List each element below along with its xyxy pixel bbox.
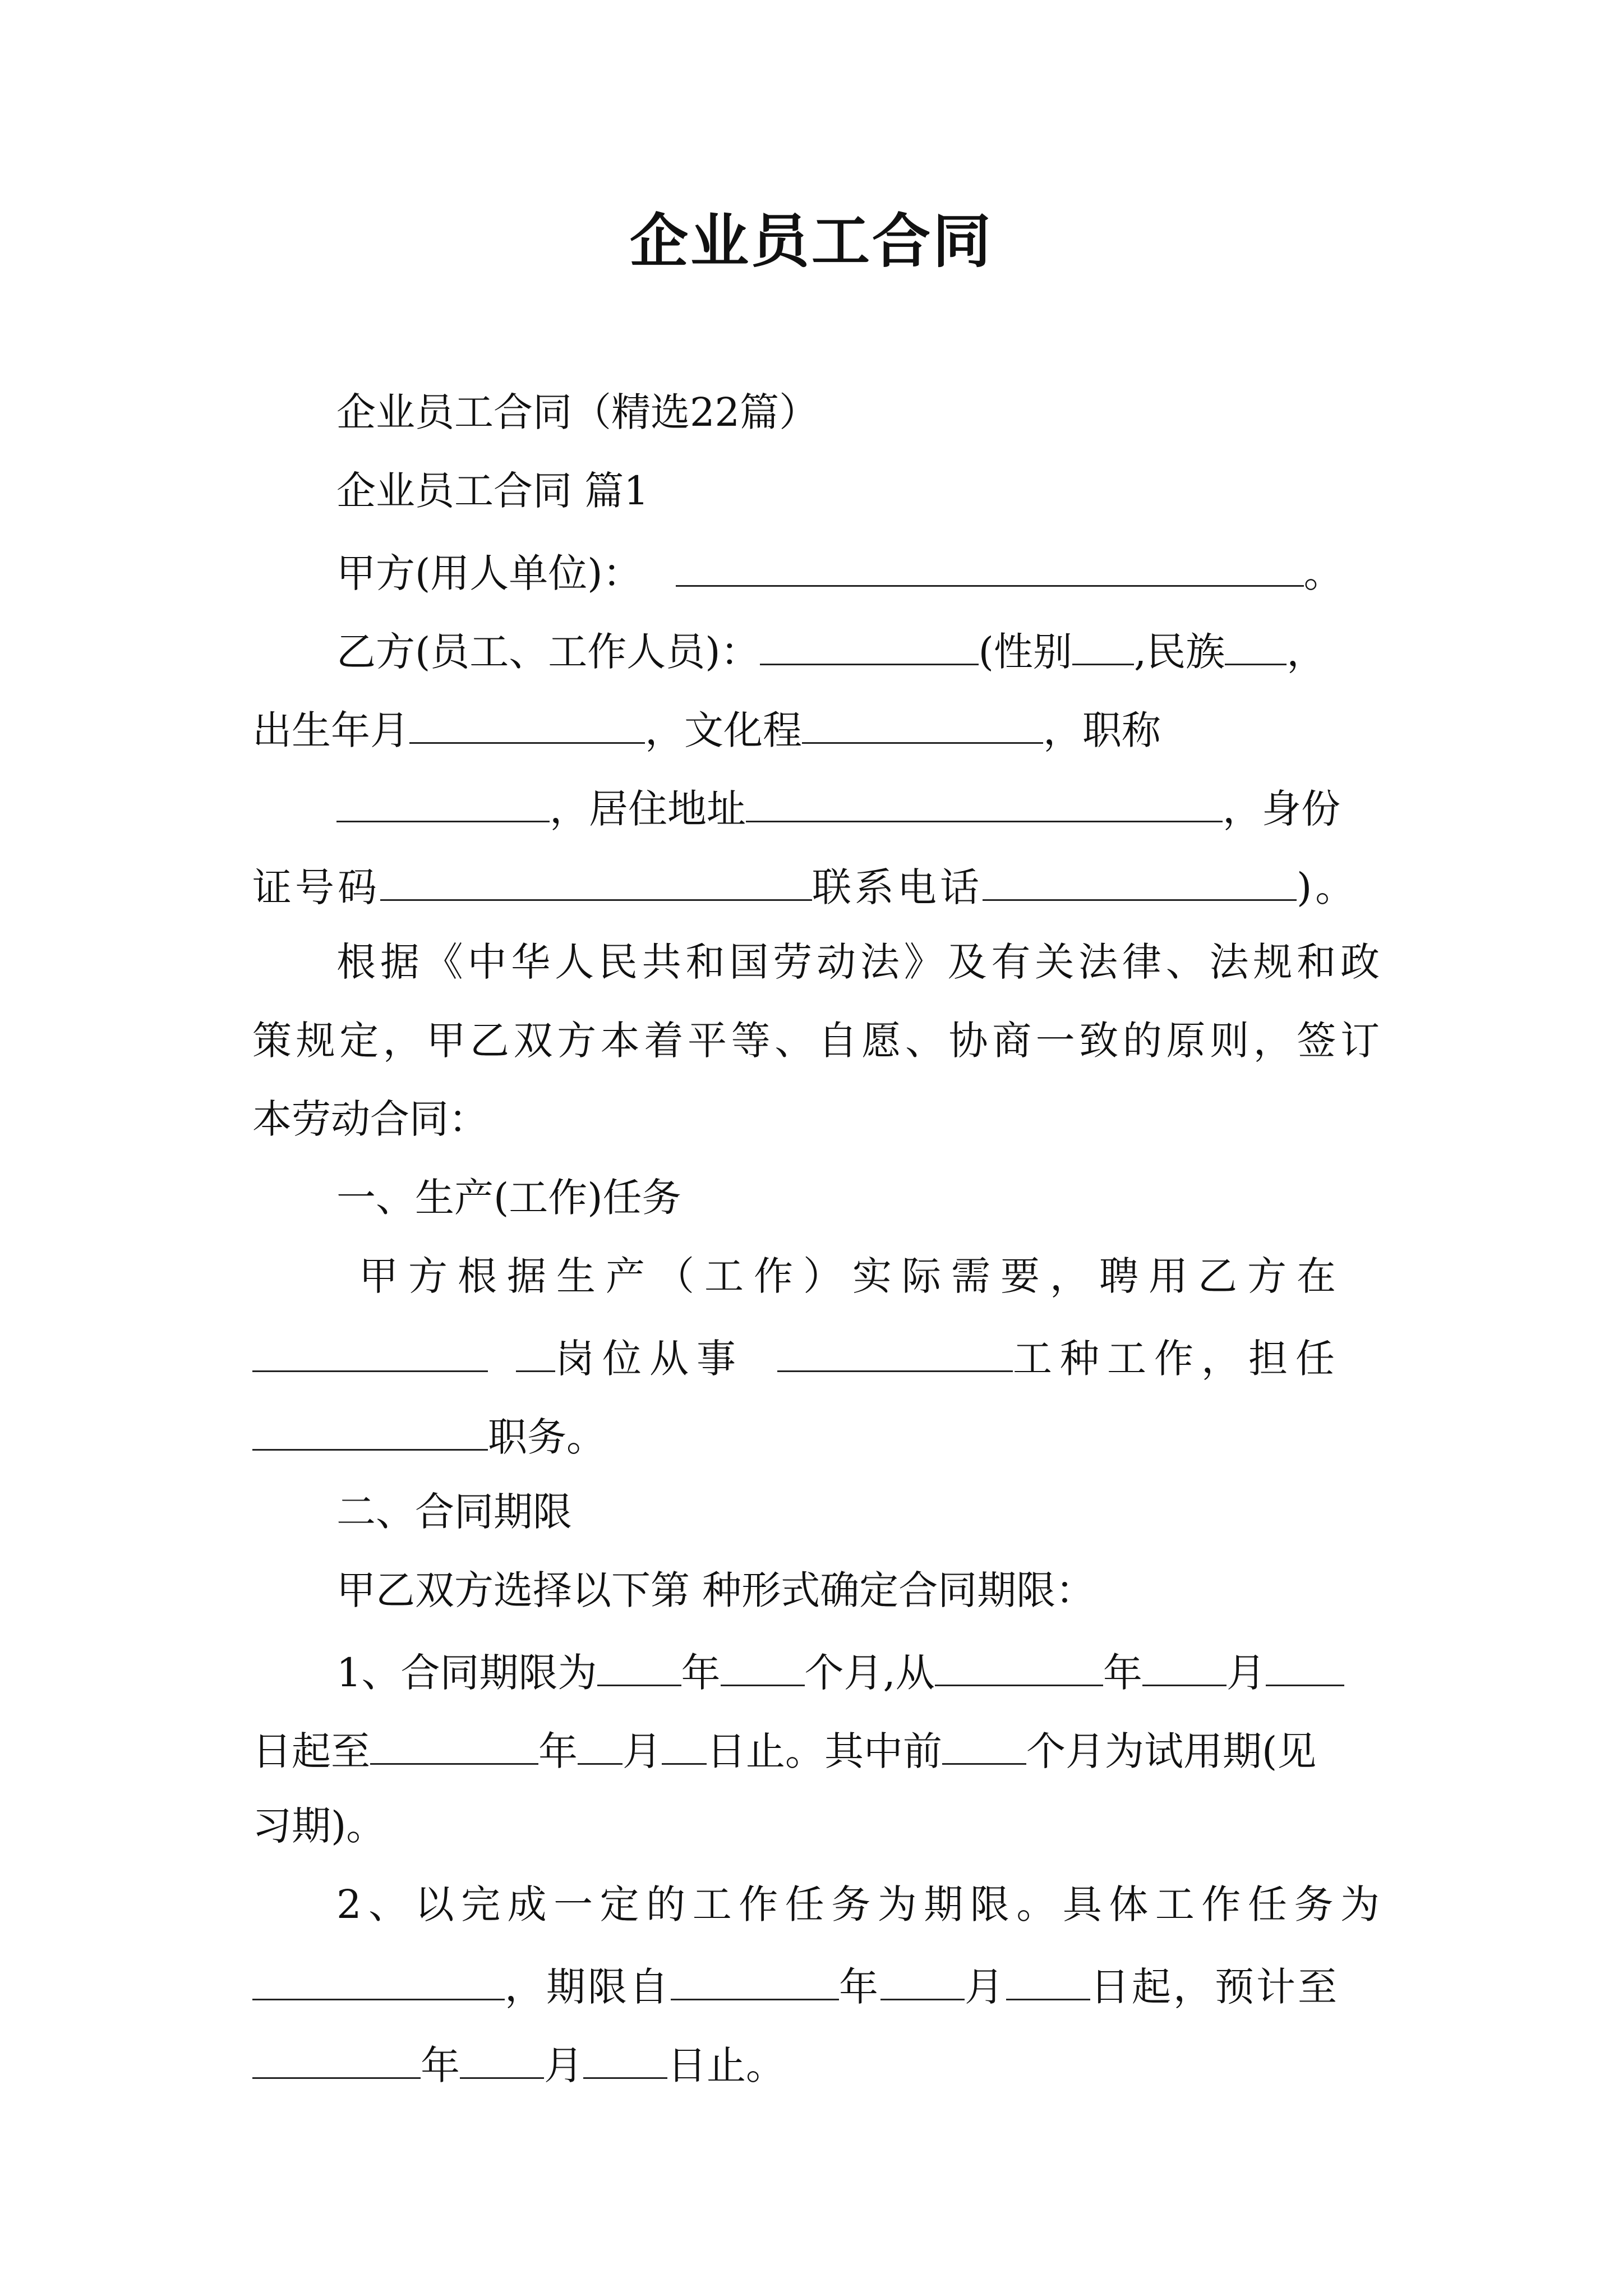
paragraph-line: [336, 1562, 1380, 1618]
text-span: 年: [421, 2042, 460, 2088]
blank-field[interactable]: [983, 855, 1297, 901]
text-span: 习期)。: [252, 1803, 386, 1849]
blank-field[interactable]: [578, 1719, 623, 1765]
text-span: 年: [681, 1650, 721, 1696]
text-span: 日起，预计至: [1090, 1964, 1339, 2010]
party-b-line: [252, 855, 1380, 915]
blank-field[interactable]: [252, 1327, 488, 1372]
text-span: 岗位从事: [555, 1336, 744, 1382]
section-heading-line: [336, 463, 1380, 519]
text-span: 日止。: [667, 2042, 785, 2088]
text-span: (性别: [978, 629, 1072, 675]
text-span: 2、以完成一定的工作任务为期限。具体工作任务为: [336, 1881, 1380, 1927]
party-b-line: [336, 620, 1380, 680]
blank-field[interactable]: [1072, 620, 1134, 665]
paragraph-line: [252, 1719, 1380, 1779]
blank-field[interactable]: [746, 777, 1223, 822]
paragraph-line: [359, 1248, 1380, 1304]
blank-field[interactable]: [380, 855, 812, 901]
blank-field[interactable]: [252, 1955, 505, 2000]
party-a-line: [336, 541, 1380, 601]
paragraph-line: [252, 1955, 1380, 2015]
blank-field[interactable]: [252, 1405, 488, 1451]
paragraph-line: [336, 1876, 1380, 1932]
text-span: ，文化程: [645, 707, 802, 753]
paragraph-line: [336, 1641, 1380, 1701]
text-span: 年: [839, 1964, 880, 2010]
text-span: 年: [1103, 1650, 1142, 1696]
text-span: 月: [1226, 1650, 1266, 1696]
text-span: ，: [1287, 629, 1326, 675]
blank-field[interactable]: [1006, 1955, 1090, 2000]
blank-field[interactable]: [721, 1641, 805, 1686]
text-span: 。: [1303, 550, 1343, 596]
text-span: ，期限自: [505, 1964, 671, 2010]
blank-field[interactable]: [460, 2033, 544, 2079]
document-title: 企业员工合同: [629, 206, 993, 275]
blank-field[interactable]: [252, 2033, 421, 2079]
blank-field[interactable]: [1225, 620, 1287, 665]
text-span: 年: [538, 1728, 578, 1774]
text-span: 甲方根据生产（工作）实际需要，聘用乙方在: [359, 1253, 1346, 1299]
text-span: 企业员工合同 篇1: [336, 468, 649, 514]
text-span: 个月为试用期(见: [1026, 1728, 1317, 1774]
text-span: 1、合同期限为: [336, 1650, 597, 1696]
text-span: 日止。其中前: [707, 1728, 942, 1774]
paragraph-line: [252, 1327, 1380, 1387]
text-span: 月: [965, 1964, 1006, 2010]
blank-field[interactable]: [676, 541, 1304, 587]
blank-field[interactable]: [760, 620, 979, 665]
text-span: 个月,从: [804, 1650, 935, 1696]
text-span: 职务。: [488, 1414, 606, 1460]
text-span: ，职称: [1043, 707, 1161, 753]
text-span: 联系电话: [812, 864, 983, 910]
text-span: 证号码: [252, 864, 380, 910]
blank-field[interactable]: [583, 2033, 667, 2079]
paragraph-line: [252, 1798, 1380, 1854]
blank-field[interactable]: [880, 1955, 965, 2000]
text-span: 甲乙双方选择以下第 种形式确定合同期限：: [336, 1567, 1095, 1613]
blank-field[interactable]: [1142, 1641, 1227, 1686]
blank-field[interactable]: [597, 1641, 681, 1686]
text-span: 策规定，甲乙双方本着平等、自愿、协商一致的原则，签订: [252, 1018, 1380, 1064]
text-span: 一、生产(工作)任务: [336, 1175, 681, 1221]
blank-field[interactable]: [802, 698, 1043, 744]
text-span: 甲方(用人单位)：: [336, 550, 642, 596]
text-span: 根据《中华人民共和国劳动法》及有关法律、法规和政: [336, 939, 1380, 985]
clause-heading: [336, 1170, 1380, 1226]
blank-field[interactable]: [935, 1641, 1103, 1686]
text-span: 月: [623, 1728, 662, 1774]
clause-heading: [336, 1484, 1380, 1540]
blank-field[interactable]: [777, 1327, 1013, 1372]
blank-field[interactable]: [942, 1719, 1026, 1765]
text-span: )。: [1297, 864, 1358, 910]
text-span: ，身份: [1223, 786, 1340, 832]
paragraph-line: [252, 1405, 1380, 1465]
text-span: 二、合同期限: [336, 1489, 572, 1535]
text-span: 企业员工合同（精选22篇）: [336, 389, 819, 435]
party-b-line: [336, 777, 1380, 837]
blank-field[interactable]: [516, 1327, 555, 1372]
paragraph-line: [252, 2033, 1380, 2093]
blank-field[interactable]: [336, 777, 550, 822]
blank-field[interactable]: [1266, 1641, 1344, 1686]
text-span: ,民族: [1133, 629, 1225, 675]
blank-field[interactable]: [409, 698, 645, 744]
text-span: 出生年月: [252, 707, 409, 753]
paragraph-line: [336, 934, 1380, 990]
text-span: ，居住地址: [550, 786, 746, 832]
text-span: 乙方(员工、工作人员)：: [336, 629, 760, 675]
paragraph-line: [252, 1013, 1380, 1069]
text-span: 日起至: [252, 1728, 370, 1774]
paragraph-line: [252, 1091, 1380, 1147]
text-span: 本劳动合同：: [252, 1096, 488, 1142]
blank-field[interactable]: [662, 1719, 707, 1765]
text-span: 月: [544, 2042, 583, 2088]
text-span: 工种工作，担任: [1013, 1336, 1343, 1382]
subtitle-line: [336, 384, 1380, 440]
blank-field[interactable]: [370, 1719, 538, 1765]
blank-field[interactable]: [671, 1955, 839, 2000]
party-b-line: [252, 698, 1380, 758]
